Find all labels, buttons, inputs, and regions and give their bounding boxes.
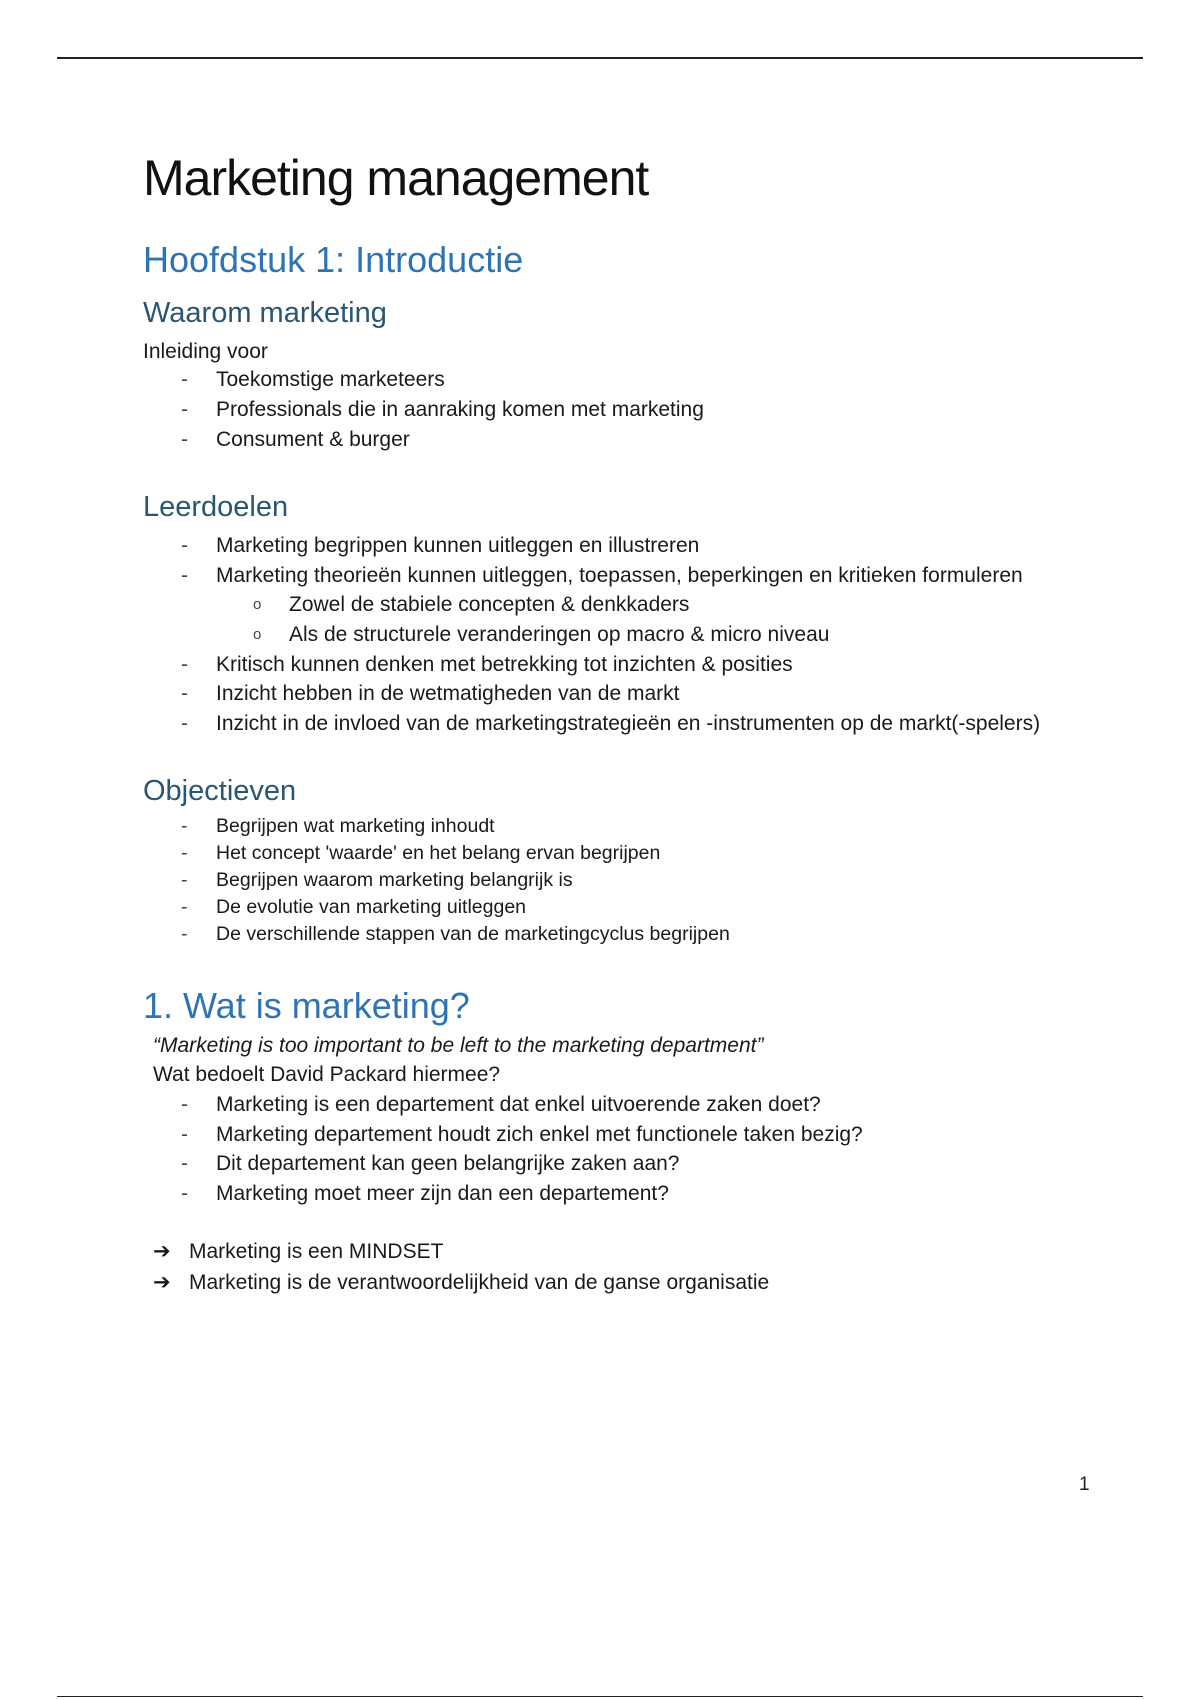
chapter-heading: Hoofdstuk 1: Introductie	[143, 239, 524, 280]
arrow-right-icon: ➔	[153, 1240, 171, 1263]
dash-bullet-icon: -	[181, 682, 188, 705]
conclusion-text: Marketing is de verantwoordelijkheid van de ganse organisatie	[189, 1271, 770, 1294]
intro-text: Inleiding voor	[143, 340, 268, 363]
packard-quote: “Marketing is too important to be left to the marketing department”	[153, 1034, 764, 1057]
list-item-text: Marketing is een departement dat enkel uitvoerende zaken doet?	[216, 1093, 821, 1116]
section-heading-waarom: Waarom marketing	[143, 297, 387, 329]
list-item-text: Marketing theorieën kunnen uitleggen, toepassen, beperkingen en kritieken formuleren	[216, 564, 1023, 587]
section-heading-wat-is-marketing: 1. Wat is marketing?	[143, 985, 470, 1026]
dash-bullet-icon: -	[181, 712, 188, 735]
section-heading-objectieven: Objectieven	[143, 775, 297, 807]
circle-bullet-icon: o	[253, 626, 262, 643]
dash-bullet-icon: -	[181, 653, 188, 676]
list-item-text: Toekomstige marketeers	[216, 368, 445, 391]
dash-bullet-icon: -	[181, 1123, 188, 1146]
dash-bullet-icon: -	[181, 842, 188, 864]
list-item-text: Inzicht in de invloed van de marketingstrategieën en -instrumenten op de markt(-spelers)	[216, 712, 1041, 735]
list-item-text: Marketing begrippen kunnen uitleggen en illustreren	[216, 534, 700, 557]
document-title: Marketing management	[143, 150, 649, 206]
list-item-text: Marketing moet meer zijn dan een departement?	[216, 1182, 669, 1205]
dash-bullet-icon: -	[181, 1093, 188, 1116]
page-number: 1	[1079, 1474, 1090, 1495]
list-item-text: Dit departement kan geen belangrijke zaken aan?	[216, 1152, 680, 1175]
dash-bullet-icon: -	[181, 869, 188, 891]
list-item-text: Zowel de stabiele concepten & denkkaders	[289, 593, 690, 616]
dash-bullet-icon: -	[181, 534, 188, 557]
list-item-text: Kritisch kunnen denken met betrekking tot inzichten & posities	[216, 653, 793, 676]
question-text: Wat bedoelt David Packard hiermee?	[153, 1063, 501, 1086]
header-rule	[57, 57, 1143, 59]
dash-bullet-icon: -	[181, 1152, 188, 1175]
dash-bullet-icon: -	[181, 1182, 188, 1205]
section-heading-leerdoelen: Leerdoelen	[143, 491, 289, 523]
list-item-text: Het concept 'waarde' en het belang ervan begrijpen	[216, 842, 661, 864]
arrow-right-icon: ➔	[153, 1271, 171, 1294]
list-item-text: Consument & burger	[216, 428, 410, 451]
dash-bullet-icon: -	[181, 428, 188, 451]
list-item-text: Begrijpen wat marketing inhoudt	[216, 815, 495, 837]
list-item-text: De verschillende stappen van de marketingcyclus begrijpen	[216, 923, 730, 945]
list-item-text: Marketing departement houdt zich enkel met functionele taken bezig?	[216, 1123, 863, 1146]
dash-bullet-icon: -	[181, 923, 188, 945]
list-item-text: Als de structurele veranderingen op macro & micro niveau	[289, 623, 830, 646]
dash-bullet-icon: -	[181, 815, 188, 837]
dash-bullet-icon: -	[181, 398, 188, 421]
list-item-text: Professionals die in aanraking komen met marketing	[216, 398, 704, 421]
list-item-text: Inzicht hebben in de wetmatigheden van de markt	[216, 682, 680, 705]
footer-rule	[57, 1696, 1143, 1697]
list-item-text: De evolutie van marketing uitleggen	[216, 896, 527, 918]
dash-bullet-icon: -	[181, 368, 188, 391]
conclusion-text: Marketing is een MINDSET	[189, 1240, 444, 1263]
dash-bullet-icon: -	[181, 564, 188, 587]
dash-bullet-icon: -	[181, 896, 188, 918]
list-item-text: Begrijpen waarom marketing belangrijk is	[216, 869, 573, 891]
circle-bullet-icon: o	[253, 596, 262, 613]
